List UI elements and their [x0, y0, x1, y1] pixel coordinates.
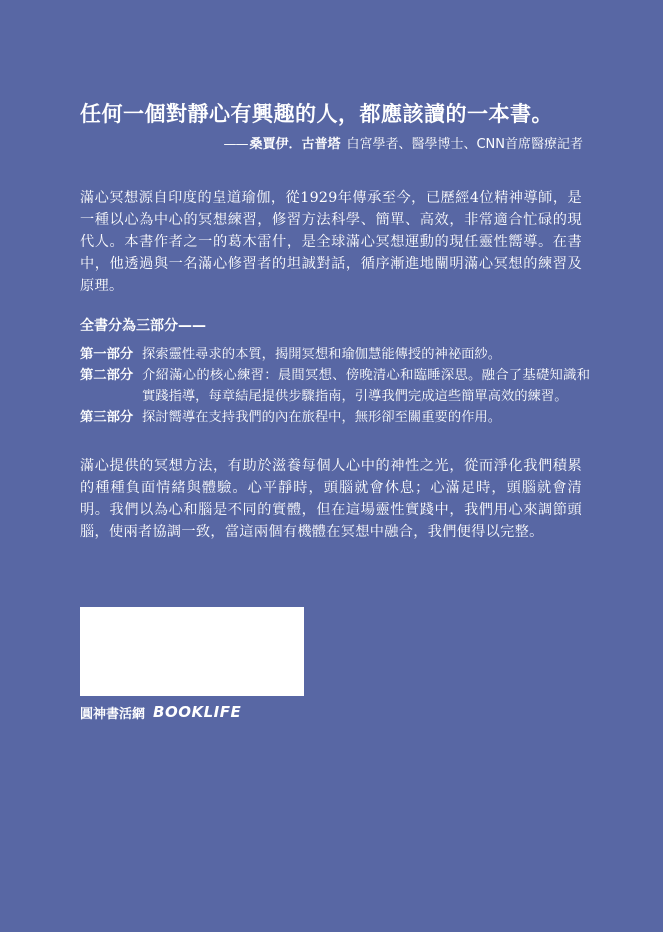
parts-list — [80, 344, 590, 428]
publisher-logo-block — [80, 701, 241, 723]
barcode-area — [80, 607, 304, 696]
part-one — [80, 344, 590, 365]
quote-attribution — [223, 136, 583, 154]
attribution-author: 桑賈伊．古普塔 — [249, 137, 341, 152]
booklife-logo: BOOKLIFE — [153, 703, 242, 721]
parts-heading: 全書分為三部分—— — [80, 318, 206, 334]
part-one-text: 探索靈性尋求的本質，揭開冥想和瑜伽慧能傳授的神祕面紗。 — [142, 347, 502, 362]
part-three-text: 探討嚮導在支持我們的內在旅程中，無形卻至關重要的作用。 — [142, 410, 502, 425]
attribution-dash: —— — [223, 137, 248, 152]
part-three-label: 第三部分 — [80, 410, 134, 425]
attribution-titles: 白宮學者、醫學博士、CNN首席醫療記者 — [346, 137, 583, 152]
part-three — [80, 407, 590, 428]
part-two — [80, 365, 590, 407]
headline-quote: 任何一個對靜心有興趣的人，都應該讀的一本書。 — [80, 102, 553, 126]
closing-paragraph: 滿心提供的冥想方法，有助於滋養每個人心中的神性之光，從而淨化我們積累的種種負面情緒與體驗。心平靜時，頭腦就會休息；心滿足時，頭腦就會清明。我們以為心和腦是不同的實體，但在這場靈性實踐中，我們用心來調節頭腦，使兩者協調一致，當這兩個有機體在冥想中融合，我們便得以完整。 — [80, 458, 582, 540]
intro-paragraph: 滿心冥想源自印度的皇道瑜伽，從1929年傳承至今，已歷經4位精神導師，是一種以心為中心的冥想練習，修習方法科學、簡單、高效，非常適合忙碌的現代人。本書作者之一的葛木雷什，是全球滿心冥想運動的現任靈性嚮導。在書中，他透過與一名滿心修習者的坦誠對話，循序漸進地闡明滿心冥想的練習及原理。 — [80, 190, 582, 294]
part-two-label: 第二部分 — [80, 368, 134, 383]
part-two-text: 介紹滿心的核心練習：晨間冥想、傍晚清心和臨睡深思。融合了基礎知識和實踐指導，每章結尾提供步驟指南，引導我們完成這些簡單高效的練習。 — [142, 368, 590, 404]
publisher-chinese-name: 圓神書活網 — [80, 706, 146, 722]
part-one-label: 第一部分 — [80, 347, 134, 362]
